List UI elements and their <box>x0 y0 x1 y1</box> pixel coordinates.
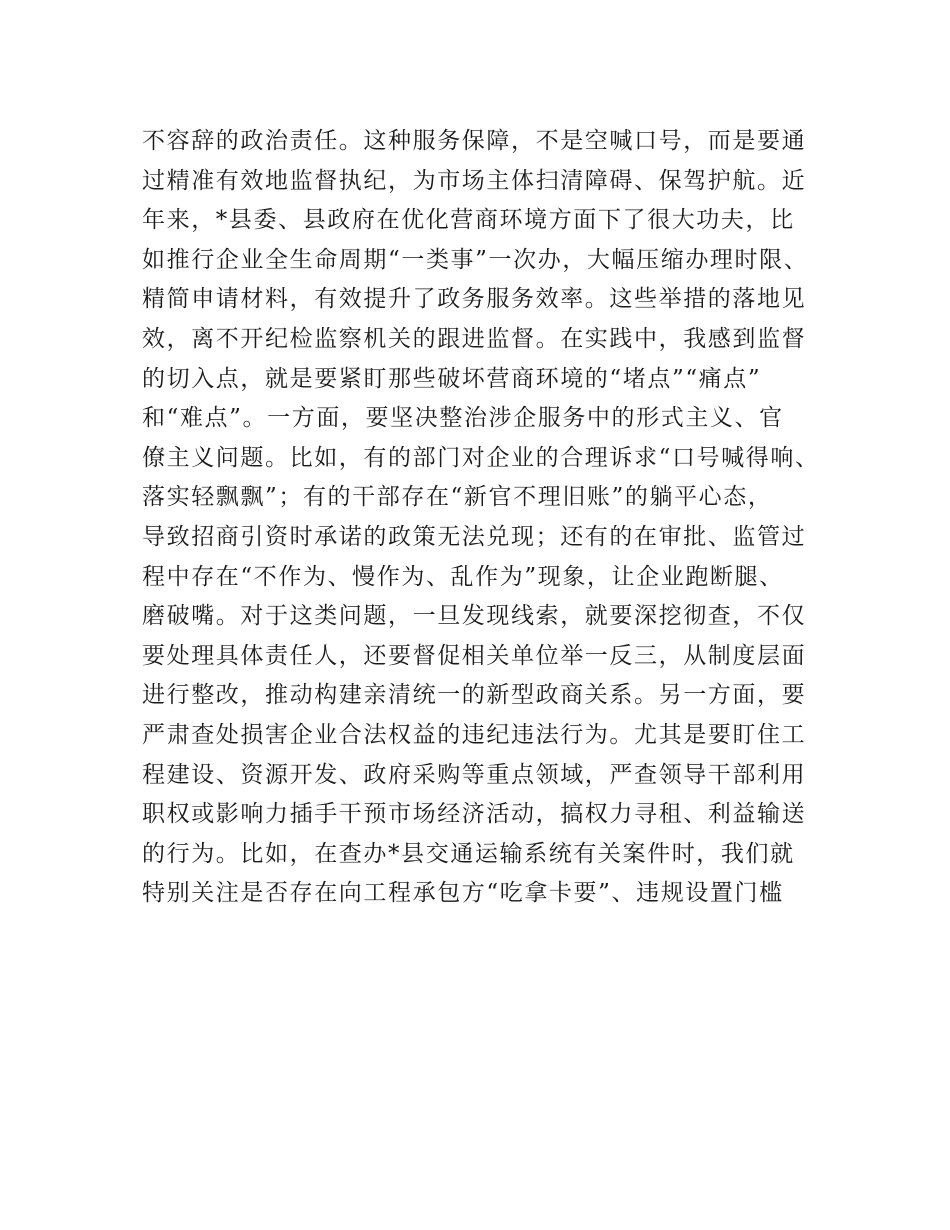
text-line: 不容辞的政治责任。这种服务保障，不是空喊口号，而是要通 <box>142 128 807 154</box>
text-line: 导致招商引资时承诺的政策无法兑现；还有的在审批、监管过 <box>142 523 807 550</box>
text-line: 过精准有效地监督执纪，为市场主体扫清障碍、保驾护航。近 <box>142 167 807 194</box>
text-line: 程建设、资源开发、政府采购等重点领域，严查领导干部利用 <box>142 761 807 788</box>
text-line: 磨破嘴。对于这类问题，一旦发现线索，就要深挖彻查，不仅 <box>142 603 807 630</box>
text-line: 要处理具体责任人，还要督促相关单位举一反三，从制度层面 <box>142 642 807 669</box>
text-line: 年来，*县委、县政府在优化营商环境方面下了很大功夫，比 <box>142 207 795 234</box>
text-line: 程中存在“不作为、慢作为、乱作为”现象，让企业跑断腿、 <box>142 563 784 590</box>
text-line: 如推行企业全生命周期“一类事”一次办，大幅压缩办理时限、 <box>142 246 809 273</box>
text-line: 和“难点”。一方面，要坚决整治涉企服务中的形式主义、官 <box>142 405 784 432</box>
text-line: 特别关注是否存在向工程承包方“吃拿卡要”、违规设置门槛 <box>142 880 784 907</box>
text-line: 严肃查处损害企业合法权益的违纪违法行为。尤其是要盯住工 <box>142 721 807 748</box>
body-text <box>142 122 832 914</box>
text-line: 精简申请材料，有效提升了政务服务效率。这些举措的落地见 <box>142 286 807 313</box>
text-line: 效，离不开纪检监察机关的跟进监督。在实践中，我感到监督 <box>142 325 807 352</box>
text-line: 的切入点，就是要紧盯那些破坏营商环境的“堵点”“痛点” <box>142 365 762 392</box>
text-line: 僚主义问题。比如，有的部门对企业的合理诉求“口号喊得响、 <box>142 444 820 471</box>
text-line: 进行整改，推动构建亲清统一的新型政商关系。另一方面，要 <box>142 682 807 709</box>
text-line: 落实轻飘飘”；有的干部存在“新官不理旧账”的躺平心态， <box>142 484 773 511</box>
text-line: 职权或影响力插手干预市场经济活动，搞权力寻租、利益输送 <box>142 801 807 828</box>
text-line: 的行为。比如，在查办*县交通运输系统有关案件时，我们就 <box>142 840 795 867</box>
